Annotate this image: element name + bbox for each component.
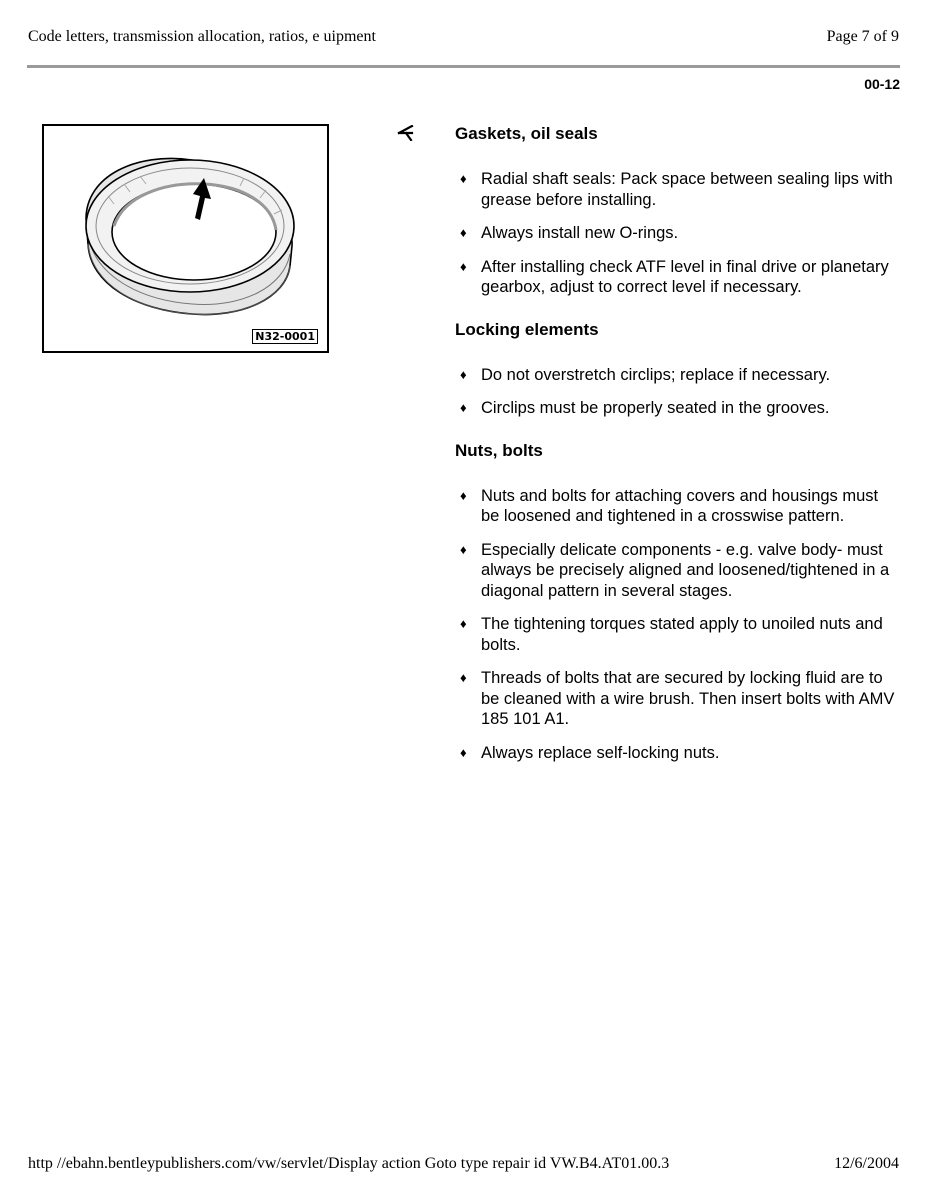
list-item [455,668,900,730]
figure-label: N32-0001 [252,329,318,344]
bullet-icon: ♦ [460,541,467,557]
section-heading-locking: Locking elements [455,319,599,339]
list-item-text: Do not overstretch circlips; replace if necessary. [481,365,831,384]
list-item [455,398,900,419]
oil-seal-figure [42,124,329,353]
instructions-content [455,124,900,776]
header-rule [27,65,900,68]
list-item-text: Especially delicate components - e.g. valve body- must always be precisely aligned and loosened/tightened in a diagonal pattern in several stages. [481,540,890,600]
list-item [455,169,900,210]
bullet-icon: ♦ [460,616,467,631]
footer-url: http //ebahn.bentleypublishers.com/vw/servlet/Display action Goto type repair id VW.B4.AT01.00.3 [28,1155,670,1172]
list-item-text: After installing check ATF level in final drive or planetary gearbox, adjust to correct level if necessary. [481,257,889,296]
page-number: Page 7 of 9 [826,28,899,45]
list-item-text: Nuts and bolts for attaching covers and housings must be loosened and tightened in a crosswise pattern. [481,486,879,525]
list-item-text: Always install new O-rings. [481,224,679,242]
header-title: Code letters, transmission allocation, ratios, e uipment [28,28,376,45]
pointer-arrow-icon [397,125,415,141]
bullet-icon: ♦ [460,400,467,415]
list-item [455,365,900,386]
list-item-text: The tightening torques stated apply to unoiled nuts and bolts. [481,615,883,654]
bullet-icon: ♦ [460,670,467,685]
bullet-icon: ♦ [460,366,467,382]
list-item [455,614,900,655]
list-item [455,223,900,244]
bullet-icon: ♦ [460,487,467,503]
bullet-icon: ♦ [460,744,467,760]
section-heading-gaskets: Gaskets, oil seals [455,124,598,143]
oil-seal-illustration [44,126,327,351]
bullet-icon: ♦ [460,171,467,186]
document-code: 00-12 [864,76,900,92]
list-item-text: Always replace self-locking nuts. [481,743,720,762]
list-item [455,743,900,764]
list-item-text: Radial shaft seals: Pack space between sealing lips with grease before installing. [481,170,893,209]
list-locking [455,365,900,419]
bullet-icon: ♦ [460,258,467,274]
list-item [455,257,900,298]
list-item [455,540,900,602]
list-item [455,486,900,527]
list-item-text: Threads of bolts that are secured by locking fluid are to be cleaned with a wire brush. Then insert bolts with AMV 185 101 A1. [481,669,895,728]
list-item-text: Circlips must be properly seated in the grooves. [481,399,830,417]
section-heading-nuts-bolts: Nuts, bolts [455,440,543,460]
list-nuts-bolts [455,486,900,764]
bullet-icon: ♦ [460,225,467,240]
footer-date: 12/6/2004 [834,1155,899,1172]
list-gaskets [455,169,900,298]
